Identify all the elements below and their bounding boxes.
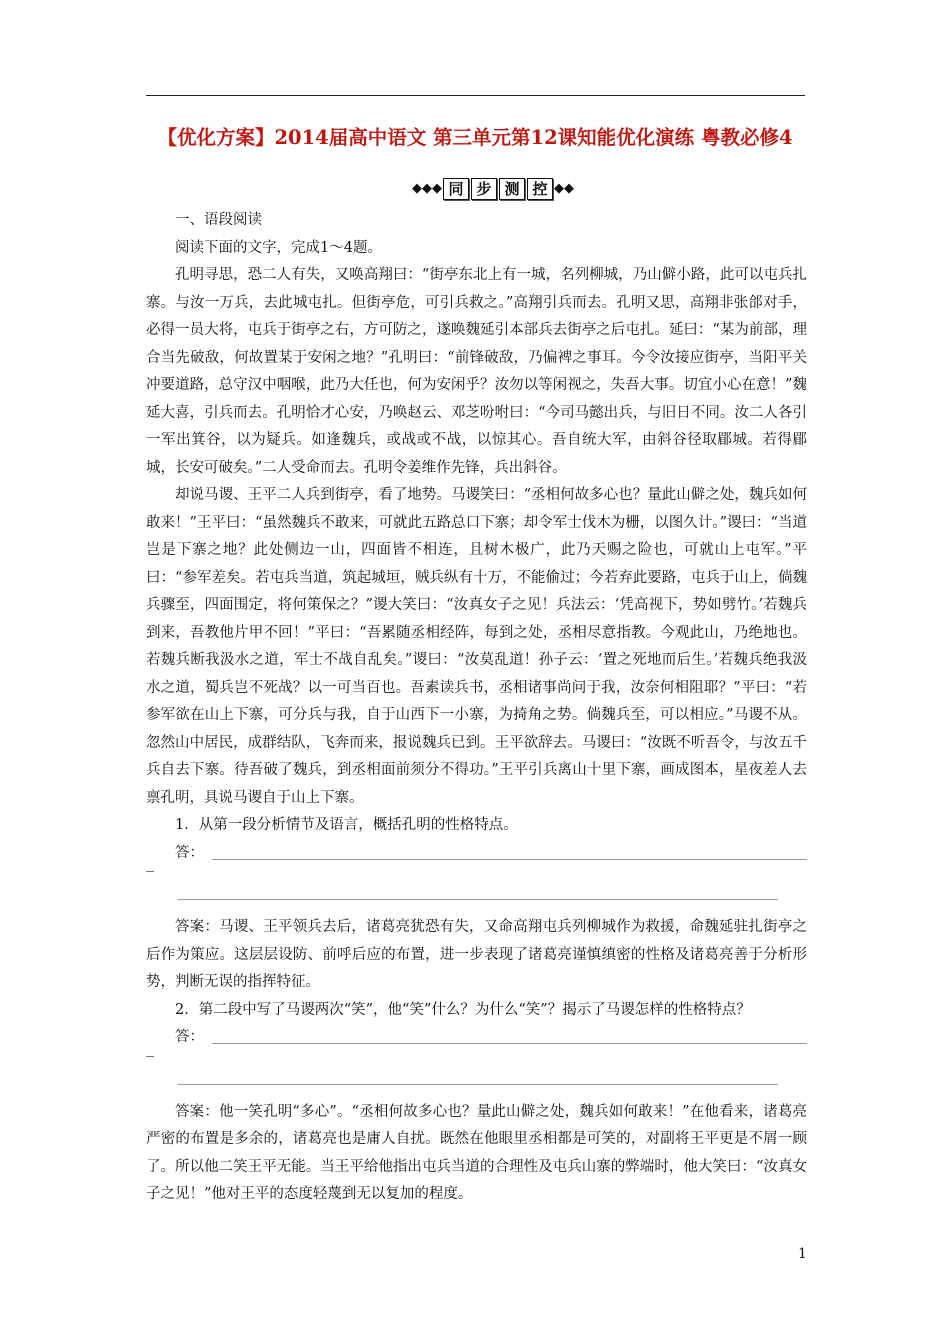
answer-line — [146, 840, 807, 868]
diamond-decoration-left: ◆◆◆ — [412, 181, 442, 196]
answer-blank — [146, 1052, 807, 1099]
answer-underline — [212, 1043, 807, 1044]
section-banner — [388, 178, 598, 200]
instruction-text: 阅读下面的文字，完成1～4题。 — [175, 239, 382, 256]
reading-paragraph: 却说马谡、王平二人兵到街亭，看了地势。马谡笑曰：“丞相何故多心也？量此山僻之处，魏兵如何敢来！”王平曰：“虽然魏兵不敢来，可就此五路总口下寨；却令军士伐木为栅，以图久计。”谡曰：“当道岂是下寨之地？此处侧边一山，四面皆不相连，且树木极广，此乃天赐之险也，可就山上屯军。”平曰：“参军差矣。若屯兵当道，筑起城垣，贼兵纵有十万，不能偷过；今若弃此要路，屯兵于山上，倘魏兵骤至，四面围定，将何策保之？”谡大笑曰：“汝真女子之见！兵法云：‘凭高视下，势如劈竹。’若魏兵到来，吾教他片甲不回！”平曰：“吾累随丞相经阵，每到之处，丞相尽意指教。今观此山，乃绝地也。若魏兵断我汲水之道，军士不战自乱矣。”谡曰：“汝莫乱道！孙子云：‘置之死地而后生。’若魏兵绝我汲水之道，蜀兵岂不死战？以一可当百也。吾素读兵书，丞相诸事尚问于我，汝奈何相阻耶？”平曰：“若参军欲在山上下寨，可分兵与我，自于山西下一小寨，为掎角之势。倘魏兵至，可以相应。”马谡不从。忽然山中居民，成群结队，飞奔而来，报说魏兵已到。王平欲辞去。马谡曰：“汝既不听吾令，与汝五千兵自去下寨。待吾破了魏兵，到丞相面前须分不得功。”王平引兵离山十里下寨，画成图本，星夜差人去禀孔明，具说马谡自于山上下寨。 — [146, 487, 807, 806]
reading-paragraph: 孔明寻思，恐二人有失，又唤高翔曰：“街亭东北上有一城，名列柳城，乃山僻小路，此可以屯兵扎寨。与汝一万兵，去此城屯扎。但街亭危，可引兵救之。”高翔引兵而去。孔明又思，高翔非张郃对手，必得一员大将，屯兵于街亭之右，方可防之，遂唤魏延引本部兵去街亭之后屯扎。延曰：“某为前部，理合当先破敌，何故置某于安闲之地？”孔明曰：“前锋破敌，乃偏裨之事耳。今令汝接应街亭，当阳平关冲要道路，总守汉中咽喉，此乃大任也，何为安闲乎？汝勿以等闲视之，失吾大事。切宜小心在意！”魏延大喜，引兵而去。孔明恰才心安，乃唤赵云、邓芝吩咐曰：“今司马懿出兵，与旧日不同。汝二人各引一军出箕谷，以为疑兵。如逢魏兵，或战或不战，以惊其心。吾自统大军，由斜谷径取郿城。若得郿城，长安可破矣。”二人受命而去。孔明令姜维作先锋，兵出斜谷。 — [146, 267, 807, 476]
banner-char: 步 — [471, 178, 497, 200]
answer-label: 答： — [175, 1029, 204, 1045]
page-number: 1 — [798, 1246, 807, 1262]
banner-char: 控 — [527, 178, 553, 200]
answer-2: 答案：他一笑孔明“多心”。“丞相何故多心也？量此山僻之处，魏兵如何敢来！”在他看来，诸葛亮严密的布置是多余的，诸葛亮也是庸人自扰。既然在他眼里丞相都是可笑的，对副将王平更是不屑一顾了。所以他二笑王平无能。当王平给他指出屯兵当道的合理性及屯兵山寨的弊端时，他大笑曰：“汝真女子之见！”他对王平的态度轻蔑到无以复加的程度。 — [146, 1103, 807, 1202]
answer-label: 答： — [175, 844, 204, 861]
header-rule — [146, 95, 805, 96]
answer-underline — [178, 899, 778, 900]
answer-blank — [146, 867, 807, 914]
section-heading: 一、语段阅读 — [175, 212, 262, 228]
document-title: 【优化方案】2014届高中语文 第三单元第12课知能优化演练 粤教必修4 — [157, 126, 793, 149]
answer-underline — [212, 859, 807, 860]
banner-char: 测 — [499, 178, 525, 200]
diamond-decoration-right: ◆◆ — [554, 181, 574, 196]
document-body — [146, 207, 807, 1209]
answer-line — [146, 1024, 807, 1052]
question-1: 1．从第一段分析情节及语言，概括孔明的性格特点。 — [175, 817, 518, 833]
banner-characters — [442, 178, 554, 200]
dash-mark — [146, 871, 154, 872]
answer-underline — [178, 1084, 778, 1085]
dash-mark — [146, 1056, 154, 1057]
banner-char: 同 — [443, 178, 469, 200]
answer-1: 答案：马谡、王平领兵去后，诸葛亮犹恐有失，又命高翔屯兵列柳城作为救援，命魏延驻扎街亭之后作为策应。这层层设防、前呼后应的布置，进一步表现了诸葛亮谨慎缜密的性格及诸葛亮善于分析形势，判断无误的指挥特征。 — [146, 919, 807, 990]
question-2: 2．第二段中写了马谡两次“笑”，他“笑”什么？为什么“笑”？揭示了马谡怎样的性格特点？ — [175, 1001, 751, 1018]
